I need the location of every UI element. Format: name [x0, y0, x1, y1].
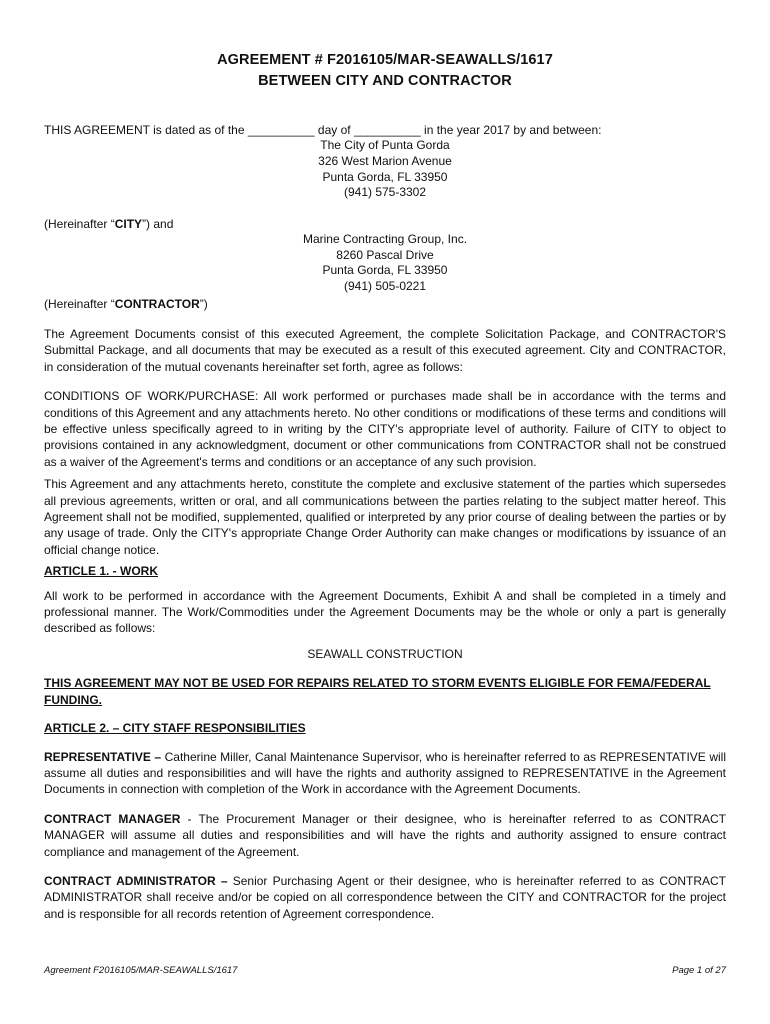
contractor-designation-suffix: ”)	[199, 296, 208, 311]
contract-manager-text: - The Procurement Manager or their designee, who is hereinafter referred to as CONTRACT MANAGER will assume all duties and responsibilities and will have the rights and authority assigned to ensure contract compliance and management of the Agreement.	[44, 811, 727, 859]
document-page	[44, 44, 726, 922]
representative-term: REPRESENTATIVE –	[44, 749, 162, 764]
city-designation-suffix: ”) and	[142, 216, 174, 231]
footer-page-number: Page 1 of 27	[672, 965, 726, 976]
city-designation	[44, 216, 726, 232]
contract-administrator-paragraph	[44, 873, 726, 922]
entire-agreement-paragraph: This Agreement and any attachments hereto, constitute the complete and exclusive statement of the parties which supersedes all previous agreements, written or oral, and all communications between the parties relating to the subject matter hereof. This Agreement shall not be modified, supplemented, qualified or interpreted by any prior course of dealing between the parties or by any usage of trade. Only the CITY's appropriate Change Order Authority can make changes or modifications by issuance of an official change notice.	[44, 477, 726, 557]
page-footer	[44, 965, 726, 976]
contractor-designation	[44, 296, 726, 312]
title-line-1: AGREEMENT # F2016105/MAR-SEAWALLS/1617	[217, 52, 553, 68]
contractor-name: Marine Contracting Group, Inc.	[302, 232, 468, 247]
dated-line: THIS AGREEMENT is dated as of the __________ day of __________ in the year 2017 by and between:	[44, 123, 602, 137]
document-title	[44, 50, 726, 92]
representative-paragraph	[44, 749, 726, 798]
work-description: SEAWALL CONSTRUCTION	[307, 646, 463, 661]
contractor-designation-term: CONTRACTOR	[114, 296, 200, 311]
city-address-block	[44, 138, 726, 200]
title-line-2: BETWEEN CITY AND CONTRACTOR	[258, 73, 512, 89]
article-2-heading: ARTICLE 2. – CITY STAFF RESPONSIBILITIES	[44, 721, 306, 736]
city-designation-term: CITY	[114, 216, 143, 231]
documents-paragraph: The Agreement Documents consist of this executed Agreement, the complete Solicitation Package, and CONTRACTOR'S Submittal Package, and all documents that may be executed as a result of this executed agreement. City and CONTRACTOR, in consideration of the mutual covenants hereinafter set forth, agree as follows:	[44, 326, 726, 374]
city-street: 326 West Marion Avenue	[318, 154, 452, 168]
fema-notice: THIS AGREEMENT MAY NOT BE USED FOR REPAIRS RELATED TO STORM EVENTS ELIGIBLE FOR FEMA/FEDERAL FUNDING.	[44, 676, 711, 707]
contractor-phone: (941) 505-0221	[343, 278, 427, 293]
conditions-paragraph: CONDITIONS OF WORK/PURCHASE: All work performed or purchases made shall be in accordance with the terms and conditions of this Agreement and any attachments hereto. No other conditions or modifications of these terms and conditions will be effective unless specifically agreed to in writing by the CITY's appropriate level of authority. Failure of CITY to object to provisions contained in any acknowledgment, document or other communications from CONTRACTOR shall not be construed as a waiver of the Agreement's terms and conditions or an acceptance of any such provision.	[44, 389, 726, 469]
contract-manager-term: CONTRACT MANAGER	[44, 811, 181, 826]
city-name: The City of Punta Gorda	[320, 138, 450, 153]
contract-administrator-term: CONTRACT ADMINISTRATOR –	[44, 873, 228, 888]
city-citystate: Punta Gorda, FL 33950	[322, 169, 448, 184]
article-1-body: All work to be performed in accordance with the Agreement Documents, Exhibit A and shall be completed in a timely and professional manner. The Work/Commodities under the Agreement Documents may be the whole or only a part is generally described as follows:	[44, 588, 726, 636]
contractor-address-block	[44, 232, 726, 294]
contractor-citystate: Punta Gorda, FL 33950	[322, 263, 448, 278]
city-phone: (941) 575-3302	[343, 185, 427, 200]
contract-administrator-text: Senior Purchasing Agent or their designee, who is hereinafter referred to as CONTRACT ADMINISTRATOR shall receive and/or be copied on all correspondence between the CITY and CONTRACTOR for the project and is responsible for all records retention of Agreement correspondence.	[44, 873, 726, 921]
footer-document-id: Agreement F2016105/MAR-SEAWALLS/1617	[44, 965, 238, 976]
contract-manager-paragraph	[44, 811, 726, 860]
contractor-designation-prefix: (Hereinafter “	[44, 296, 115, 311]
city-designation-prefix: (Hereinafter “	[44, 216, 115, 231]
article-1-heading: ARTICLE 1. - WORK	[44, 564, 158, 579]
contractor-street: 8260 Pascal Drive	[336, 247, 434, 262]
representative-text: Catherine Miller, Canal Maintenance Supervisor, who is hereinafter referred to as REPRESENTATIVE will assume all duties and responsibilities and will have the rights and authority assigned to REPRESENTATIVE in the Agreement Documents in connection with completion of the Work in accordance with the Agreement Documents.	[44, 749, 726, 797]
